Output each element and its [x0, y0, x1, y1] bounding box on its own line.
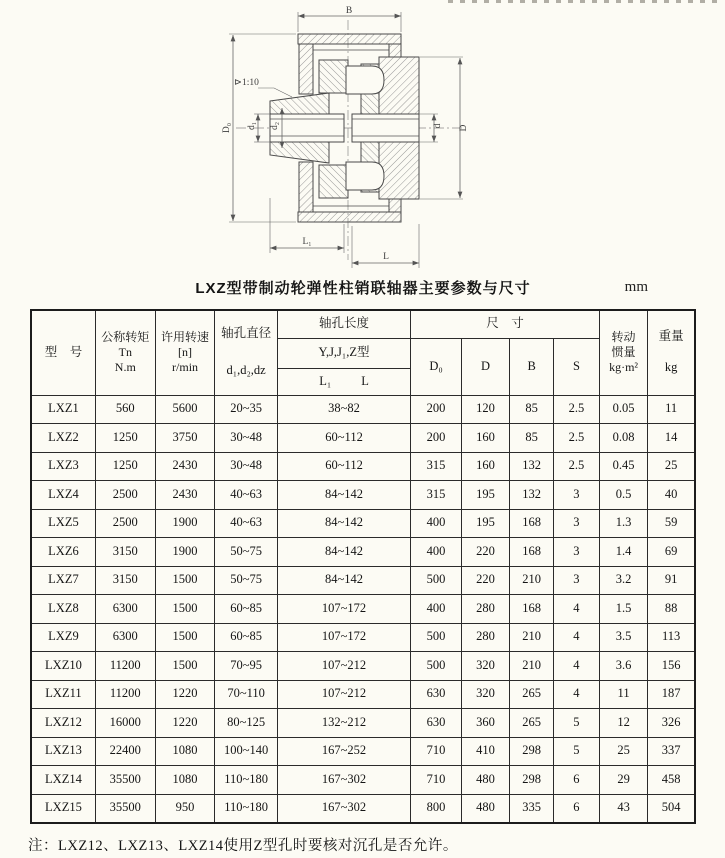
header-model-label: 型 号: [44, 344, 83, 359]
table-cell: LXZ13: [31, 737, 95, 766]
table-cell: LXZ11: [31, 680, 95, 709]
table-cell: 560: [95, 395, 155, 424]
table-cell: 3: [554, 538, 600, 567]
table-cell: 220: [461, 538, 509, 567]
table-cell: 5: [554, 709, 600, 738]
table-cell: 2430: [155, 452, 215, 481]
header-speed: [155, 310, 215, 395]
table-row: [31, 595, 695, 624]
table-cell: 43: [599, 794, 647, 823]
table-cell: 1220: [155, 709, 215, 738]
header-torque-line2: N.m: [114, 360, 136, 375]
table-cell: 110~180: [215, 794, 277, 823]
table-cell: 400: [411, 538, 461, 567]
cropped-text-artifact: [448, 0, 720, 3]
header-size-D: [461, 338, 509, 395]
page-title: LXZ型带制动轮弹性柱销联轴器主要参数与尺寸: [195, 280, 531, 297]
table-cell: 710: [411, 766, 461, 795]
taper-note: ⊳1:10: [234, 78, 259, 88]
dim-B-label: B: [345, 6, 353, 16]
table-cell: 326: [648, 709, 695, 738]
table-cell: 195: [461, 509, 509, 538]
table-cell: LXZ8: [31, 595, 95, 624]
header-L-label: L: [361, 373, 369, 388]
table-cell: LXZ9: [31, 623, 95, 652]
table-cell: 168: [510, 538, 554, 567]
table-cell: 40~63: [215, 481, 277, 510]
table-cell: 195: [461, 481, 509, 510]
table-cell: 480: [461, 766, 509, 795]
header-size-B: [510, 338, 554, 395]
table-cell: 1.5: [599, 595, 647, 624]
header-size-label: 尺 寸: [486, 316, 524, 331]
header-weight: [648, 310, 695, 395]
table-cell: 11: [648, 395, 695, 424]
table-cell: 5: [554, 737, 600, 766]
shafts: [270, 114, 419, 142]
table-cell: LXZ7: [31, 566, 95, 595]
table-cell: 30~48: [215, 424, 277, 453]
table-cell: LXZ4: [31, 481, 95, 510]
dim-D0-label: D₀: [222, 122, 232, 134]
table-cell: 2500: [95, 481, 155, 510]
table-cell: 630: [411, 709, 461, 738]
table-cell: 298: [510, 737, 554, 766]
header-speed-line2: [n]: [178, 345, 193, 360]
table-cell: 59: [648, 509, 695, 538]
table-row: [31, 680, 695, 709]
header-size-D-label: D: [480, 358, 490, 373]
title-row: [30, 277, 696, 299]
table-cell: 950: [155, 794, 215, 823]
table-cell: 0.08: [599, 424, 647, 453]
table-cell: 210: [510, 566, 554, 595]
table-cell: 0.05: [599, 395, 647, 424]
table-cell: 320: [461, 680, 509, 709]
table-cell: 160: [461, 452, 509, 481]
table-cell: 1500: [155, 566, 215, 595]
table-cell: LXZ3: [31, 452, 95, 481]
table-cell: 60~112: [277, 424, 410, 453]
table-cell: 360: [461, 709, 509, 738]
table-row: [31, 794, 695, 823]
table-cell: 1250: [95, 452, 155, 481]
table-cell: 2.5: [554, 424, 600, 453]
header-bore-length-cols: [277, 368, 410, 395]
table-cell: 167~302: [277, 766, 410, 795]
table-cell: 84~142: [277, 509, 410, 538]
spec-table: [30, 309, 696, 824]
table-cell: 16000: [95, 709, 155, 738]
table-cell: 1900: [155, 538, 215, 567]
header-inertia-line2: 惯量: [611, 345, 636, 360]
table-cell: 100~140: [215, 737, 277, 766]
table-cell: 200: [411, 395, 461, 424]
table-row: [31, 652, 695, 681]
table-cell: LXZ15: [31, 794, 95, 823]
table-cell: 320: [461, 652, 509, 681]
footnote: 注：LXZ12、LXZ13、LXZ14使用Z型孔时要核对沉孔是否允许。: [28, 838, 458, 854]
table-cell: 210: [510, 623, 554, 652]
table-cell: 38~82: [277, 395, 410, 424]
table-cell: 167~252: [277, 737, 410, 766]
table-cell: 210: [510, 652, 554, 681]
table-cell: 200: [411, 424, 461, 453]
table-cell: 0.5: [599, 481, 647, 510]
table-cell: 85: [510, 424, 554, 453]
header-bore: [215, 310, 277, 395]
table-cell: LXZ1: [31, 395, 95, 424]
table-cell: 132: [510, 481, 554, 510]
table-cell: 6300: [95, 623, 155, 652]
table-cell: 107~172: [277, 623, 410, 652]
table-cell: LXZ12: [31, 709, 95, 738]
header-bore-line2: d₁,d₂,dz: [226, 363, 266, 378]
table-cell: 2.5: [554, 452, 600, 481]
table-cell: 1500: [155, 595, 215, 624]
table-cell: 265: [510, 709, 554, 738]
table-cell: 710: [411, 737, 461, 766]
header-inertia-line3: kg·m²: [609, 360, 639, 375]
table-cell: 315: [411, 452, 461, 481]
header-weight-line2: kg: [664, 360, 678, 375]
header-torque: [95, 310, 155, 395]
table-cell: 29: [599, 766, 647, 795]
table-cell: 4: [554, 680, 600, 709]
table-cell: 107~212: [277, 652, 410, 681]
table-cell: 4: [554, 595, 600, 624]
dim-d1-label: d₁: [247, 121, 257, 131]
table-cell: 84~142: [277, 481, 410, 510]
table-row: [31, 709, 695, 738]
table-cell: 30~48: [215, 452, 277, 481]
header-bore-length-label: 轴孔长度: [319, 316, 370, 331]
table-row: [31, 737, 695, 766]
table-cell: 500: [411, 652, 461, 681]
header-speed-line3: r/min: [172, 360, 199, 375]
header-model: [31, 310, 95, 395]
table-cell: LXZ14: [31, 766, 95, 795]
header-torque-line1: 公称转矩Tn: [101, 330, 150, 360]
table-body: [31, 395, 695, 823]
table-cell: 70~95: [215, 652, 277, 681]
table-cell: 11200: [95, 652, 155, 681]
table-cell: 298: [510, 766, 554, 795]
header-size-group: [411, 310, 600, 338]
table-cell: 4: [554, 652, 600, 681]
table-cell: 60~85: [215, 595, 277, 624]
table-row: [31, 623, 695, 652]
table-cell: 280: [461, 623, 509, 652]
table-cell: 337: [648, 737, 695, 766]
table-cell: 84~142: [277, 566, 410, 595]
table-cell: 400: [411, 509, 461, 538]
table-cell: 4: [554, 623, 600, 652]
table-cell: 2500: [95, 509, 155, 538]
table-cell: 107~172: [277, 595, 410, 624]
table-cell: 1.3: [599, 509, 647, 538]
header-size-B-label: B: [527, 358, 536, 373]
table-cell: 280: [461, 595, 509, 624]
table-cell: 1500: [155, 652, 215, 681]
table-cell: 60~112: [277, 452, 410, 481]
table-cell: 1250: [95, 424, 155, 453]
table-cell: 1500: [155, 623, 215, 652]
header-inertia-line1: 转动: [611, 330, 636, 345]
table-row: [31, 766, 695, 795]
table-cell: LXZ10: [31, 652, 95, 681]
table-cell: 11: [599, 680, 647, 709]
table-cell: LXZ6: [31, 538, 95, 567]
header-bore-length-types-label: Y,J,J₁,Z型: [318, 345, 370, 360]
table-cell: 167~302: [277, 794, 410, 823]
dimension-lines: [229, 12, 463, 268]
table-cell: 22400: [95, 737, 155, 766]
table-cell: 3.5: [599, 623, 647, 652]
header-size-D0-label: D₀: [429, 358, 443, 373]
table-cell: 400: [411, 595, 461, 624]
dim-L1-label: L₁: [302, 237, 312, 247]
table-cell: 6300: [95, 595, 155, 624]
table-cell: 25: [648, 452, 695, 481]
table-cell: 88: [648, 595, 695, 624]
table-cell: 630: [411, 680, 461, 709]
table-cell: 11200: [95, 680, 155, 709]
table-cell: 1900: [155, 509, 215, 538]
table-cell: 91: [648, 566, 695, 595]
unit-label: mm: [624, 279, 648, 295]
table-cell: 2.5: [554, 395, 600, 424]
table-cell: 2430: [155, 481, 215, 510]
coupling-drawing: [222, 2, 480, 274]
table-cell: 3: [554, 509, 600, 538]
table-cell: 60~85: [215, 623, 277, 652]
table-cell: 50~75: [215, 538, 277, 567]
header-bore-line1: 轴孔直径: [221, 326, 272, 341]
header-weight-line1: 重量: [658, 329, 684, 344]
table-cell: 3.2: [599, 566, 647, 595]
table-cell: 480: [461, 794, 509, 823]
table-cell: 3750: [155, 424, 215, 453]
table-cell: 1080: [155, 737, 215, 766]
table-cell: 5600: [155, 395, 215, 424]
table-cell: 504: [648, 794, 695, 823]
table-cell: 335: [510, 794, 554, 823]
table-cell: 120: [461, 395, 509, 424]
table-cell: 84~142: [277, 538, 410, 567]
header-inertia: [599, 310, 647, 395]
table-cell: 156: [648, 652, 695, 681]
table-cell: 3150: [95, 566, 155, 595]
dim-d2-label: d₂: [270, 121, 280, 131]
table-cell: 315: [411, 481, 461, 510]
table-cell: 3: [554, 566, 600, 595]
table-cell: 25: [599, 737, 647, 766]
table-cell: 35500: [95, 794, 155, 823]
coupling-drawing-wrap: [222, 2, 480, 274]
header-bore-length-types: [277, 338, 410, 368]
table-cell: 50~75: [215, 566, 277, 595]
table-cell: 500: [411, 566, 461, 595]
table-cell: 132: [510, 452, 554, 481]
table-cell: 6: [554, 794, 600, 823]
table-cell: 1220: [155, 680, 215, 709]
table-cell: 113: [648, 623, 695, 652]
table-cell: 220: [461, 566, 509, 595]
table-row: [31, 452, 695, 481]
table-cell: 187: [648, 680, 695, 709]
table-cell: LXZ2: [31, 424, 95, 453]
table-row: [31, 566, 695, 595]
table-row: [31, 424, 695, 453]
table-cell: 110~180: [215, 766, 277, 795]
table-cell: 3.6: [599, 652, 647, 681]
table-cell: 14: [648, 424, 695, 453]
table-cell: 40: [648, 481, 695, 510]
table-cell: 12: [599, 709, 647, 738]
table-cell: 3150: [95, 538, 155, 567]
table-row: [31, 481, 695, 510]
table-row: [31, 509, 695, 538]
header-size-S: [554, 338, 600, 395]
header-L1-label: L₁: [319, 373, 332, 388]
header-bore-length-group: [277, 310, 410, 338]
table-cell: 500: [411, 623, 461, 652]
dim-L-label: L: [383, 252, 389, 262]
table-row: [31, 395, 695, 424]
dim-D-label: D: [459, 124, 469, 132]
header-size-D0: [411, 338, 461, 395]
header-speed-line1: 许用转速: [161, 330, 210, 345]
dim-d-label: d: [433, 123, 443, 129]
table-cell: 458: [648, 766, 695, 795]
table-row: [31, 538, 695, 567]
table-cell: 20~35: [215, 395, 277, 424]
table-cell: 1.4: [599, 538, 647, 567]
table-cell: 85: [510, 395, 554, 424]
table-cell: 410: [461, 737, 509, 766]
table-cell: 168: [510, 509, 554, 538]
table-cell: 1080: [155, 766, 215, 795]
table-cell: 3: [554, 481, 600, 510]
header-size-S-label: S: [572, 358, 580, 373]
table-cell: 0.45: [599, 452, 647, 481]
table-cell: 132~212: [277, 709, 410, 738]
table-cell: 6: [554, 766, 600, 795]
table-cell: 107~212: [277, 680, 410, 709]
table-cell: 265: [510, 680, 554, 709]
table-cell: LXZ5: [31, 509, 95, 538]
table-cell: 70~110: [215, 680, 277, 709]
table-cell: 160: [461, 424, 509, 453]
table-cell: 35500: [95, 766, 155, 795]
table-cell: 168: [510, 595, 554, 624]
table-cell: 80~125: [215, 709, 277, 738]
table-cell: 69: [648, 538, 695, 567]
table-cell: 40~63: [215, 509, 277, 538]
table-cell: 800: [411, 794, 461, 823]
